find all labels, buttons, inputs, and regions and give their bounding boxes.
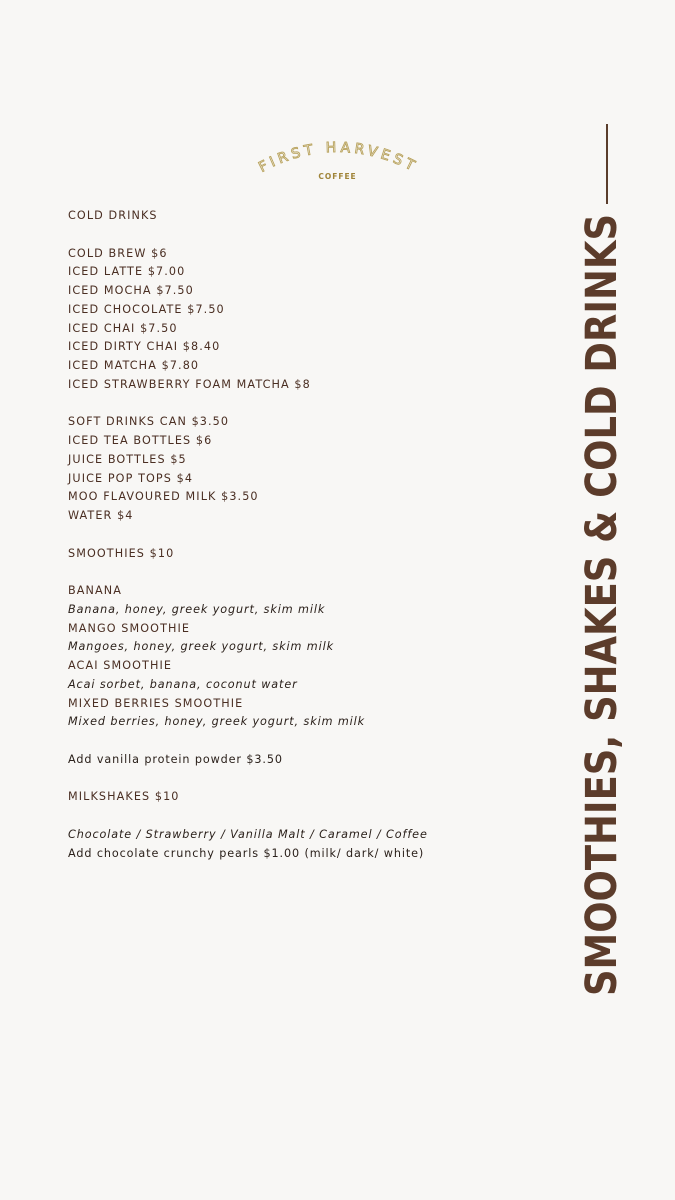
menu-item: ICED DIRTY CHAI $8.40 — [68, 340, 221, 354]
side-title-container — [566, 0, 636, 1000]
other-drinks-list — [68, 413, 528, 526]
menu-item: ICED CHOCOLATE $7.50 — [68, 302, 225, 316]
smoothie-description: Banana, honey, greek yogurt, skim milk — [68, 602, 326, 616]
smoothies-list — [68, 582, 528, 732]
menu-item: COLD BREW $6 — [68, 246, 168, 260]
smoothie-description: Mixed berries, honey, greek yogurt, skim milk — [68, 715, 366, 729]
smoothie-name: ACAI SMOOTHIE — [68, 659, 173, 672]
menu-item: ICED STRAWBERRY FOAM MATCHA $8 — [68, 377, 311, 391]
smoothie-description: Acai sorbet, banana, coconut water — [68, 677, 298, 691]
section-heading-milkshakes: MILKSHAKES $10 — [68, 790, 180, 804]
menu-content — [68, 207, 528, 863]
logo-subtitle: COFFEE — [318, 172, 357, 181]
milkshake-addon: Add chocolate crunchy pearls $1.00 (milk/ dark/ white) — [68, 846, 425, 860]
smoothie-name: MIXED BERRIES SMOOTHIE — [68, 696, 244, 710]
side-title-svg — [566, 0, 636, 1000]
smoothie-description: Mangoes, honey, greek yogurt, skim milk — [68, 640, 334, 654]
section-heading-smoothies: SMOOTHIES $10 — [68, 546, 175, 560]
brand-logo — [230, 130, 445, 190]
protein-addon: Add vanilla protein powder $3.50 — [68, 752, 283, 766]
menu-item: ICED LATTE $7.00 — [68, 265, 186, 279]
milkshake-flavours: Chocolate / Strawberry / Vanilla Malt / Caramel / Coffee — [68, 827, 428, 841]
smoothie-name: MANGO SMOOTHIE — [68, 621, 191, 635]
logo-arc — [230, 130, 445, 190]
menu-item: MOO FLAVOURED MILK $3.50 — [68, 490, 259, 504]
menu-item: ICED TEA BOTTLES $6 — [68, 434, 213, 447]
menu-item: ICED CHAI $7.50 — [68, 321, 178, 335]
cold-drinks-list — [68, 245, 528, 395]
menu-item: JUICE BOTTLES $5 — [68, 452, 187, 466]
logo-name: FIRST HARVEST — [256, 139, 421, 176]
menu-item: WATER $4 — [68, 509, 134, 522]
menu-item: JUICE POP TOPS $4 — [68, 471, 194, 485]
section-heading-cold-drinks: COLD DRINKS — [68, 209, 158, 222]
menu-item: ICED MATCHA $7.80 — [68, 359, 200, 372]
menu-item: ICED MOCHA $7.50 — [68, 284, 194, 297]
smoothie-name: BANANA — [68, 584, 122, 597]
side-title-wrap — [566, 0, 636, 1000]
side-title: SMOOTHIES, SHAKES & COLD DRINKS — [577, 83, 627, 996]
svg-text:FIRST HARVEST — [256, 140, 420, 176]
menu-item: SOFT DRINKS CAN $3.50 — [68, 415, 230, 429]
